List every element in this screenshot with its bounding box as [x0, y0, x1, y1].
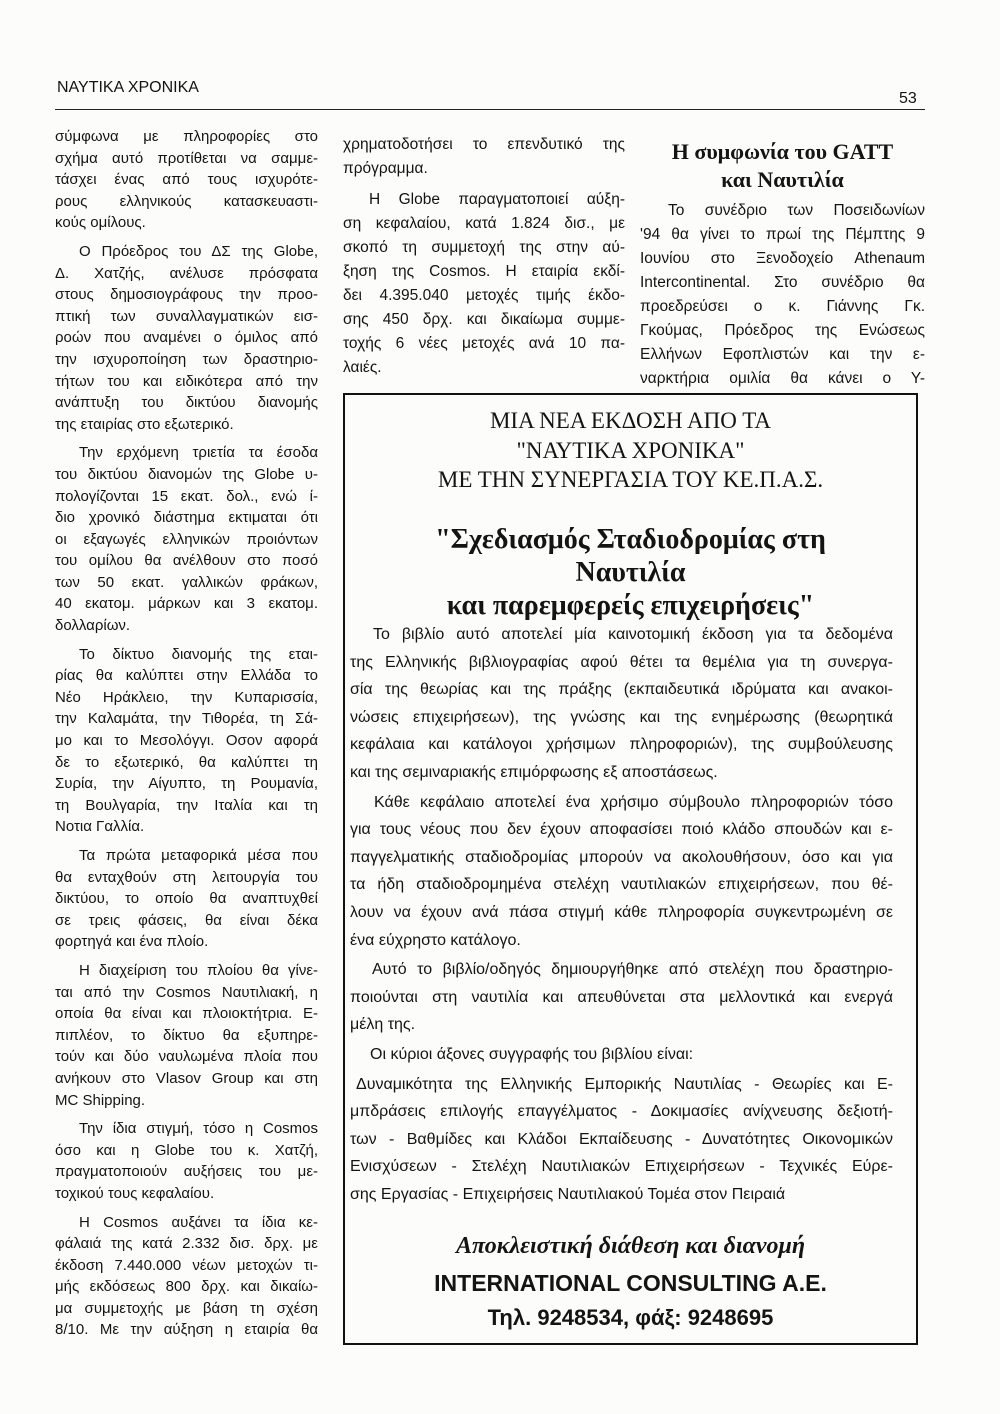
text-line: σης 450 δρχ. και δικαίωμα συμμε-	[343, 311, 625, 328]
article-paragraph	[55, 241, 318, 435]
text-line: μο και το Μεσολόγγι. Οσον αφορά	[55, 732, 318, 750]
text-line: του ομίλου θα ανέλθουν στο ποσό	[55, 552, 318, 570]
text-line: Οι κύριοι άξονες συγγραφής του βιβλίου είναι:	[370, 1045, 694, 1063]
text-line: προεδρεύσει ο κ. Γιάννης Γκ.	[640, 298, 925, 315]
advert-body	[350, 621, 893, 1208]
header-rule	[55, 109, 925, 110]
text-line: τη Βουλγαρία, την Ιταλία και τη	[55, 796, 318, 814]
text-line: '94 θα γίνει το πρωί της Πέμπτης 9	[640, 226, 925, 243]
article-paragraph	[55, 442, 318, 636]
article-paragraph	[55, 1212, 318, 1342]
text-line: ένα εύχρηστο κατάλογο.	[350, 931, 521, 949]
text-line: των - Βαθμίδες και Κλάδοι Εκπαίδευσης - Δυνατότητες Οικονομικών	[350, 1130, 893, 1148]
gatt-article-title	[640, 138, 925, 194]
book-advertisement-box	[343, 393, 918, 1345]
text-line: την ισχυροποίηση των δραστηριο-	[55, 350, 318, 368]
text-line: θα ενταχθούν στη λειτουργία του	[55, 868, 318, 886]
text-line: πτική των συναλλαγματικών εισ-	[55, 307, 318, 325]
article-paragraph	[55, 845, 318, 953]
text-line: πραγματοποιούν αυξήσεις του με-	[55, 1163, 318, 1181]
text-line: της εταιρίας στο εξωτερικό.	[55, 415, 234, 433]
text-line: ανήκουν στο Vlasov Group και στη	[55, 1069, 318, 1087]
text-line: την Καλαμάτα, την Τιθορέα, τη Σά-	[55, 710, 318, 728]
text-line: Ελλήνων Εφοπλιστών και την ε-	[640, 346, 925, 363]
text-line: 40 εκατομ. μάρκων και 3 εκατομ.	[55, 595, 318, 613]
book-title-line: και παρεμφερείς επιχειρήσεις"	[446, 590, 815, 621]
article-paragraph	[343, 188, 625, 380]
publication-title: ΝΑΥΤΙΚΑ ΧΡΟΝΙΚΑ	[57, 79, 199, 96]
text-line: ποιούνται στη ναυτιλία και απευθύνεται στα μελλοντικά και ενεργά	[350, 988, 893, 1006]
text-line: τήτων του και ειδικότερα από την	[55, 372, 318, 390]
text-line: σύμφωνα με πληροφορίες στο	[55, 128, 318, 145]
text-line: δολλαρίων.	[55, 617, 131, 635]
text-line: πιπλέον, το δίκτυο θα εξυπηρε-	[55, 1026, 318, 1044]
page-number: 53	[899, 90, 917, 107]
article-paragraph	[343, 133, 625, 181]
article-paragraph	[55, 1118, 318, 1204]
text-line: Κάθε κεφάλαιο αποτελεί ένα χρήσιμο σύμβουλο πληροφοριών τόσο	[374, 793, 893, 811]
text-line: για τους νέους που δεν έχουν αποφασίσει ποιό κλάδο σπουδών και ε-	[350, 821, 893, 839]
text-line: της Ελληνικής βιβλιογραφίας αφού θέτει τα θεμέλια για τη συνεργα-	[350, 653, 893, 671]
text-line: Νέο Ηράκλειο, την Κυπαρισσία,	[55, 688, 318, 706]
heading-line: "ΝΑΥΤΙΚΑ ΧΡΟΝΙΚΑ"	[516, 437, 745, 463]
article-paragraph	[350, 1041, 893, 1069]
article-paragraph	[350, 956, 893, 1039]
text-line: Το βιβλίο αυτό αποτελεί μία καινοτομική έκδοση για τα δεδομένα	[373, 626, 893, 643]
text-line: πρόγραμμα.	[343, 160, 428, 177]
text-line: Ο Πρόεδρος του ΔΣ της Globe,	[79, 242, 318, 260]
text-line: δε το εξωτερικό, θα καλύπτει τη	[55, 753, 318, 771]
text-line: ροών που αναμένει ο όμιλος από	[55, 329, 318, 347]
text-line: Την ίδια στιγμή, τόσο η Cosmos	[79, 1120, 318, 1138]
text-line: Δυναμικότητα της Ελληνικής Εμπορικής Ναυτιλίας - Θεωρίες και Ε-	[356, 1075, 893, 1093]
article-paragraph	[350, 789, 893, 955]
text-line: μέλη της.	[350, 1016, 416, 1034]
text-line: Συρία, την Αίγυπτο, τη Ρουμανία,	[55, 775, 318, 793]
text-line: οι εξαγωγές ελληνικών προιόντων	[55, 530, 318, 548]
text-line: μα συμμετοχής με βάση τη σχέση	[55, 1299, 318, 1317]
text-line: Το δίκτυο διανομής της εται-	[79, 645, 318, 663]
text-line: του δικτύου διανομών της Globe υ-	[55, 465, 318, 483]
text-line: φορτηγά και ένα πλοίο.	[55, 933, 209, 951]
text-line: Intercontinental. Στο συνέδριο θα	[640, 274, 925, 291]
text-line: Ενισχύσεων - Στελέχη Ναυτιλιακών Επιχειρήσεων - Τεχνικές Εύρε-	[350, 1158, 893, 1176]
text-line: ση κεφαλαίου, κατά 1.824 δισ., με	[343, 215, 625, 232]
text-line: μής εκδόσεως 800 δρχ. και δικαίω-	[55, 1278, 318, 1296]
text-line: ται από την Cosmos Ναυτιλιακή, η	[55, 983, 318, 1001]
book-title-line: Ναυτιλία	[575, 557, 686, 588]
text-line: Η Cosmos αυξάνει τα ίδια κε-	[79, 1213, 318, 1231]
text-line: MC Shipping.	[55, 1091, 146, 1109]
text-line: ανάπτυξη του δικτύου διανομής	[55, 394, 318, 412]
text-line: Η διαχείριση του πλοίου θα γίνε-	[79, 961, 318, 979]
text-line: δικτύου, το οποίο θα αναπτυχθεί	[55, 890, 318, 908]
article-paragraph	[55, 644, 318, 838]
text-line: έκδοση 7.440.000 νέων μετοχών τι-	[55, 1256, 318, 1274]
text-line: τα ήδη σταδιοδρομημένα στελέχη ναυτιλιακών επιχειρήσεων, που θέ-	[350, 876, 893, 894]
text-line: σε τρεις φάσεις, θα είναι δέκα	[55, 911, 318, 929]
text-line: μπδράσεις επιλογής επαγγέλματος - Δοκιμασίες ανίχνευσης δεξιοτή-	[350, 1103, 893, 1121]
text-line: φάλαιά της κατά 2.332 δισ. δρχ. με	[55, 1235, 318, 1253]
text-line: πολογίζονται 15 εκατ. δολ., ενώ ί-	[55, 487, 318, 505]
text-line: τάσχει ένας από τους ισχυρότε-	[55, 171, 318, 189]
text-line: διο χρονικό διάστημα εκτιμαται ότι	[55, 509, 318, 527]
text-line: Το συνέδριο των Ποσειδωνίων	[668, 202, 925, 219]
article-paragraph	[55, 960, 318, 1111]
text-line: οποία θα είναι και πλοιοκτήτρια. Ε-	[55, 1005, 318, 1023]
text-line: σία της θεωρίας και της πράξης (εκπαιδευτικά ιδρύματα και ανακοι-	[350, 681, 893, 699]
text-line: δει 4.395.040 μετοχές τιμής έκδο-	[343, 287, 625, 304]
text-line: σης Εργασίας - Επιχειρήσεις Ναυτιλιακού Τομέα στον Πειραιά	[350, 1185, 786, 1203]
text-line: και της σεμιναριακής επιμόρφωσης εξ αποστάσεως.	[350, 763, 718, 781]
text-line: των 50 εκατ. γαλλικών φράκων,	[55, 573, 318, 591]
heading-line: ΜΕ ΤΗΝ ΣΥΝΕΡΓΑΣΙΑ ΤΟΥ ΚΕ.Π.Α.Σ.	[437, 467, 824, 492]
book-title	[345, 523, 916, 622]
text-line: λουν να έχουν ανά πάσα στιγμή κάθε πληροφορία συγκεντρωμένη σε	[350, 903, 893, 921]
text-line: ξηση της Cosmos. Η εταιρία εκδί-	[343, 263, 625, 280]
text-line: Τα πρώτα μεταφορικά μέσα που	[79, 847, 318, 864]
text-line: Την ερχόμενη τριετία τα έσοδα	[79, 444, 318, 462]
text-line: τούν και δύο ναυλωμένα πλοία που	[55, 1048, 318, 1066]
article-paragraph	[55, 126, 318, 234]
text-line: λαιές.	[343, 359, 382, 376]
text-line: Δ. Χατζής, ανέλυσε πρόσφατα	[55, 264, 318, 282]
distribution-label: Αποκλειστική διάθεση και διανομή	[455, 1233, 806, 1259]
text-line: σκοπό τη συμμετοχή της στην αύ-	[343, 239, 625, 256]
article-paragraph	[350, 621, 893, 787]
title-line: Η συμφωνία του GATT	[671, 139, 894, 164]
article-column-3	[640, 199, 925, 391]
text-line: όσο και η Globe του κ. Χατζή,	[55, 1141, 318, 1159]
text-line: Νοτια Γαλλία.	[55, 818, 145, 836]
text-line: σχήμα αυτό προτίθεται να σαμμε-	[55, 149, 318, 167]
text-line: Αυτό το βιβλίο/οδηγός δημιουργήθηκε από στελέχη που δραστηριο-	[372, 961, 893, 979]
text-line: Ιουνίου στο Ξενοδοχείο Athenaum	[640, 250, 925, 267]
text-line: Η Globe παραγματοποιεί αύξη-	[369, 191, 625, 208]
text-line: στους δημοσιογράφους την προο-	[55, 286, 318, 304]
text-line: τοχικού τους κεφαλαίου.	[55, 1184, 215, 1202]
book-title-line: "Σχεδιασμός Σταδιοδρομίας στη	[435, 524, 826, 555]
text-line: Γκούμας, Πρόεδρος της Ενώσεως	[640, 322, 925, 339]
heading-line: ΜΙΑ ΝΕΑ ΕΚΔΟΣΗ ΑΠΟ ΤΑ	[489, 408, 772, 433]
article-column-2	[343, 133, 625, 380]
advert-heading	[345, 406, 916, 495]
text-line: χρηματοδοτήσει το επενδυτικό της	[343, 136, 625, 153]
contact-phone-fax: Τηλ. 9248534, φάξ: 9248695	[487, 1305, 774, 1330]
text-line: 8/10. Με την αύξηση η εταιρία θα	[55, 1321, 318, 1339]
company-name: INTERNATIONAL CONSULTING A.E.	[434, 1270, 827, 1296]
text-line: ρίας θα καλύπτει στην Ελλάδα το	[55, 667, 318, 685]
article-paragraph	[350, 1071, 893, 1209]
article-column-1	[55, 126, 318, 1341]
text-line: ρους ελληνικούς κατασκευαστι-	[55, 192, 318, 210]
title-line: και Ναυτιλία	[721, 167, 844, 192]
text-line: κούς ομίλους.	[55, 214, 146, 232]
text-line: κεφάλαια και κατάλογοι χρήσιμων πληροφοριών), της συμβούλευσης	[350, 736, 893, 754]
article-paragraph	[640, 199, 925, 391]
text-line: ναρκτήρια ομιλία θα κάνει ο Υ-	[640, 370, 925, 387]
text-line: παγγελματικής σταδιοδρομίας μπορούν να ακολουθήσουν, όσο και για	[350, 848, 893, 866]
text-line: νώσεις επιχειρήσεων), της γνώσης και της ενημέρωσης (θεωρητικά	[350, 708, 893, 726]
text-line: τοχής 6 νέες μετοχές ανά 10 πα-	[343, 335, 625, 352]
